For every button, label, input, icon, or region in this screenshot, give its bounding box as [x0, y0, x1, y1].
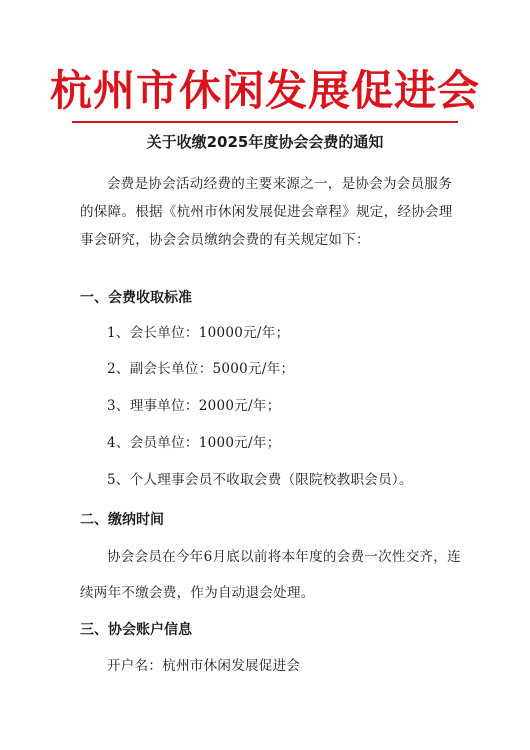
payment-time-paragraph: 协会会员在今年6月底以前将本年度的会费一次性交齐，连续两年不缴会费，作为自动退会处理。	[80, 549, 461, 601]
intro-paragraph: 会费是协会活动经费的主要来源之一，是协会为会员服务的保障。根据《杭州市休闲发展促进会章程》规定，经协会理事会研究，协会会员缴纳会费的有关规定如下：	[80, 176, 453, 248]
section-3-heading: 三、协会账户信息	[80, 622, 192, 638]
notice-title: 关于收缴2025年度协会会费的通知	[146, 133, 384, 151]
fee-item: 1、会长单位：10000元/年；	[107, 325, 290, 341]
fee-item: 5、个人理事会员不收取会费（限院校教职会员）。	[107, 472, 413, 488]
account-name: 开户名：杭州市休闲发展促进会	[107, 658, 301, 674]
masthead-rule	[72, 121, 458, 123]
fee-item: 4、会员单位：1000元/年；	[107, 435, 281, 451]
fee-item: 3、理事单位：2000元/年；	[107, 398, 281, 414]
section-1-heading: 一、会费收取标准	[80, 290, 192, 306]
section-2-heading: 二、缴纳时间	[80, 512, 164, 528]
fee-item: 2、副会长单位：5000元/年；	[107, 361, 295, 377]
masthead-title: 杭州市休闲发展促进会	[49, 66, 480, 115]
